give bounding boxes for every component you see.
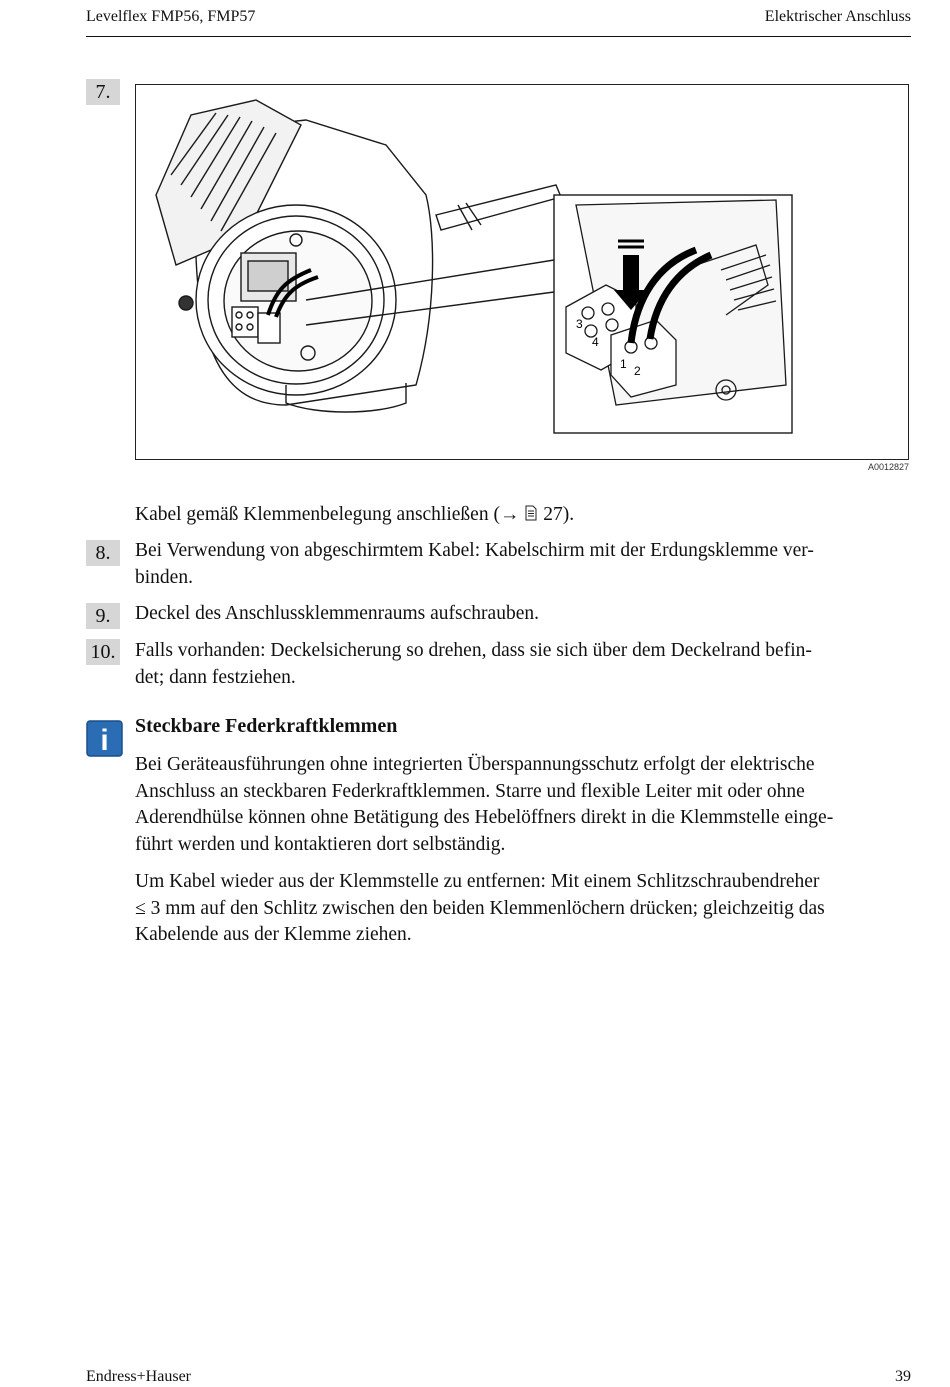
- info-icon-letter: i: [100, 724, 109, 757]
- housing-illustration: [136, 85, 910, 461]
- note-p2-line-3: Kabelende aus der Klemme ziehen.: [135, 924, 412, 945]
- step-8-line-2: binden.: [135, 566, 193, 588]
- figure-code: A0012827: [867, 462, 909, 472]
- terminal-detail-inset: [554, 195, 792, 433]
- note-p1-line-4: führt werden und kontaktieren dort selbständig.: [135, 833, 506, 855]
- terminal-label-2: 2: [634, 364, 641, 378]
- note-p2-line-1: Um Kabel wieder aus der Klemmstelle zu entfernen: Mit einem Schlitzschraubendreher: [135, 871, 820, 892]
- step-9-number: 9.: [86, 603, 120, 629]
- step-9-text: Deckel des Anschlussklemmenraums aufschrauben.: [135, 603, 539, 624]
- step-10-number: 10.: [86, 639, 120, 665]
- footer-page-number: 39: [895, 1368, 911, 1385]
- note-paragraph-2: [135, 869, 910, 949]
- note-p1-line-3: Aderendhülse können ohne Betätigung des Hebelöffners direkt in die Klemmstelle einge-: [135, 807, 834, 828]
- footer-company: Endress+Hauser: [86, 1368, 191, 1385]
- terminal-label-4: 4: [592, 335, 599, 349]
- page-header: [86, 6, 911, 37]
- step-10-line-1: Falls vorhanden: Deckelsicherung so drehen, dass sie sich über dem Deckelrand befin-: [135, 640, 812, 661]
- wiring-figure: [135, 84, 909, 460]
- step-8-number: 8.: [86, 540, 120, 566]
- info-icon: [86, 720, 123, 757]
- terminal-label-3: 3: [576, 317, 583, 331]
- note-p1-line-2: Anschluss an steckbaren Federkraftklemmen. Starre und flexible Leiter mit oder ohne: [135, 780, 805, 802]
- step-8-text: [135, 538, 910, 591]
- step-10-text: [135, 638, 910, 691]
- header-chapter-title: Elektrischer Anschluss: [764, 8, 911, 25]
- step-7-page-ref: 27: [543, 504, 563, 525]
- page-reference-icon: [524, 505, 538, 521]
- step-7-text: [135, 502, 910, 529]
- step-7-number: 7.: [86, 79, 120, 105]
- step-10-line-2: det; dann festziehen.: [135, 666, 296, 688]
- step-7-text-after: ).: [562, 504, 575, 525]
- note-title: Steckbare Federkraftklemmen: [135, 715, 398, 737]
- note-p1-line-1: Bei Geräteausführungen ohne integrierten Überspannungsschutz erfolgt der elektrische: [135, 754, 815, 775]
- step-8-line-1: Bei Verwendung von abgeschirmtem Kabel: Kabelschirm mit der Erdungsklemme ver-: [135, 540, 814, 561]
- header-product-name: Levelflex FMP56, FMP57: [86, 8, 256, 25]
- note-paragraph-1: [135, 752, 910, 858]
- note-p2-line-2: ≤ 3 mm auf den Schlitz zwischen den beiden Klemmenlöchern drücken; gleichzeitig das: [135, 897, 825, 919]
- step-7-text-before: Kabel gemäß Klemmenbelegung anschließen (→: [135, 504, 525, 525]
- terminal-label-1: 1: [620, 357, 627, 371]
